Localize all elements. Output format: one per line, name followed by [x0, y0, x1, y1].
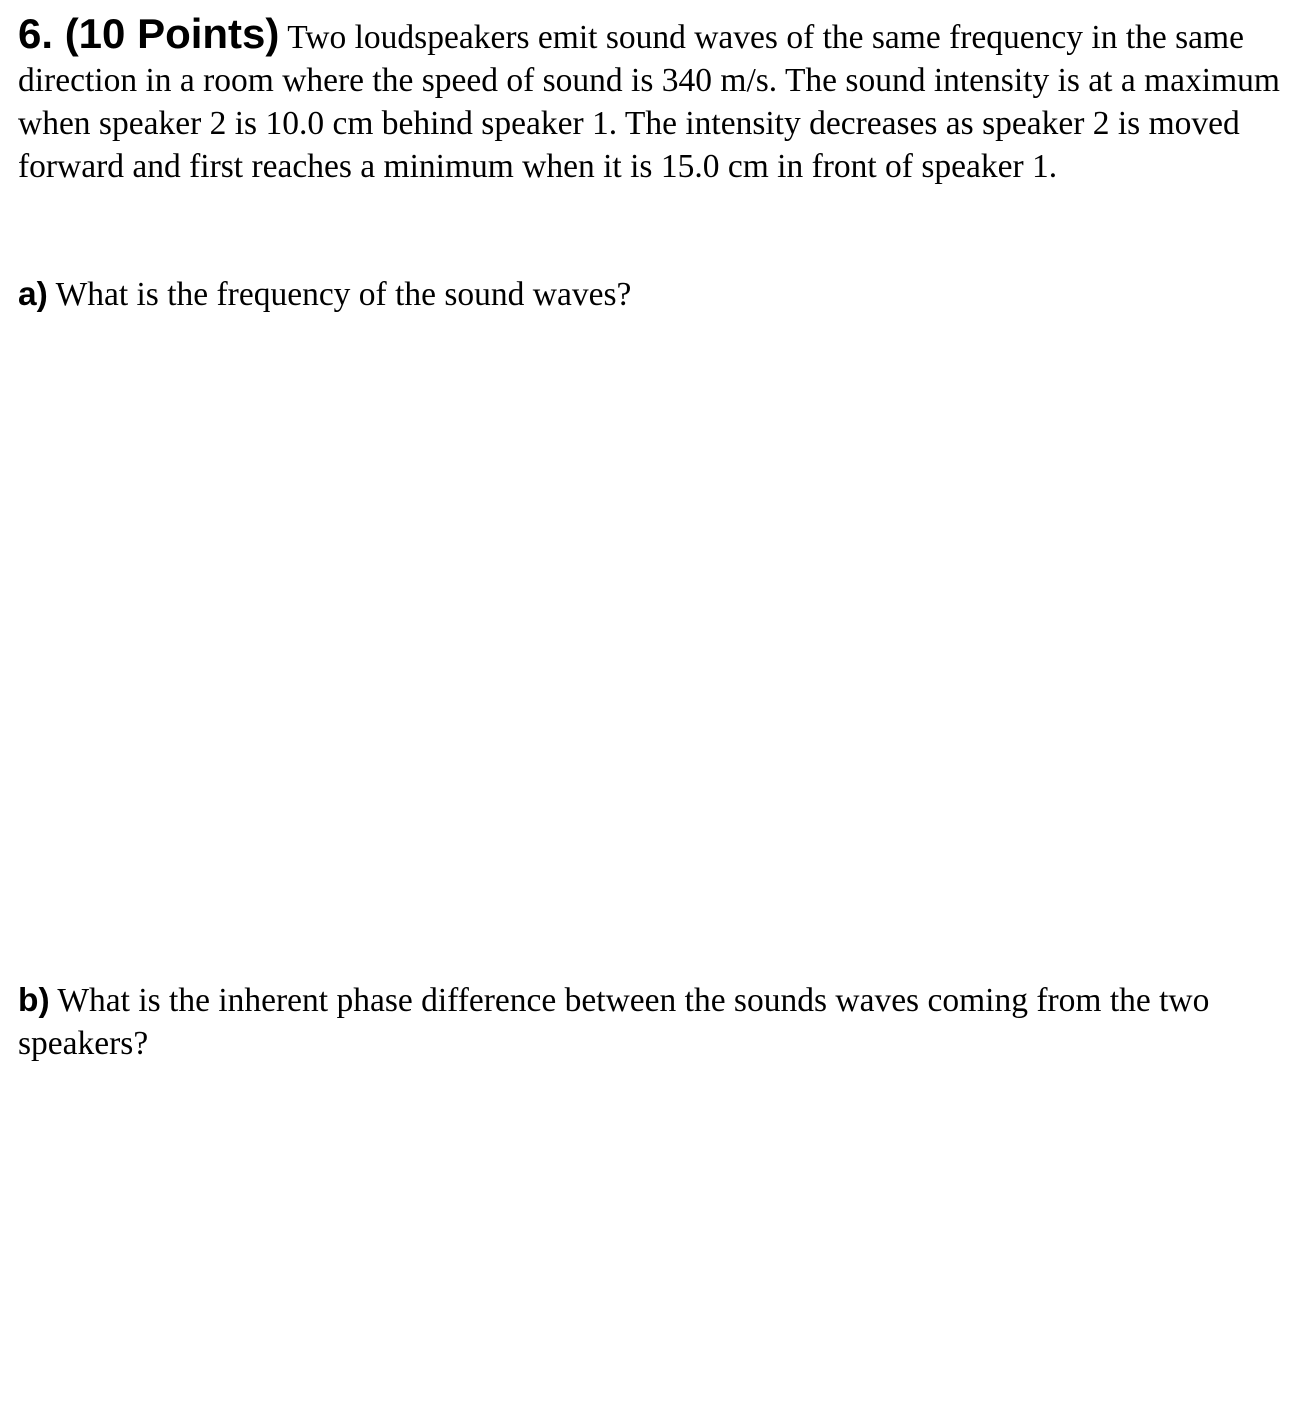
- question-6: [18, 12, 1293, 188]
- answer-space-b: [18, 1070, 1293, 1390]
- question-text: Two loudspeakers emit sound waves of the same frequency in the same direction in a room where the speed of sound is 340 m/s. The sound intensity is at a maximum when speaker 2 is 10.0 cm behind speaker 1. The intensity decreases as speaker 2 is moved forward and first reaches a minimum when it is 15.0 cm in front of speaker 1.: [18, 19, 1280, 185]
- answer-space-a: [18, 320, 1293, 960]
- part-a: [18, 273, 1293, 316]
- part-b: [18, 979, 1293, 1065]
- question-heading: 6. (10 Points): [18, 10, 280, 57]
- part-b-text: What is the inherent phase difference between the sounds waves coming from the two speakers?: [18, 982, 1210, 1062]
- part-a-label: a): [18, 276, 48, 313]
- part-a-text: What is the frequency of the sound waves?: [55, 276, 632, 313]
- part-b-label: b): [18, 982, 50, 1019]
